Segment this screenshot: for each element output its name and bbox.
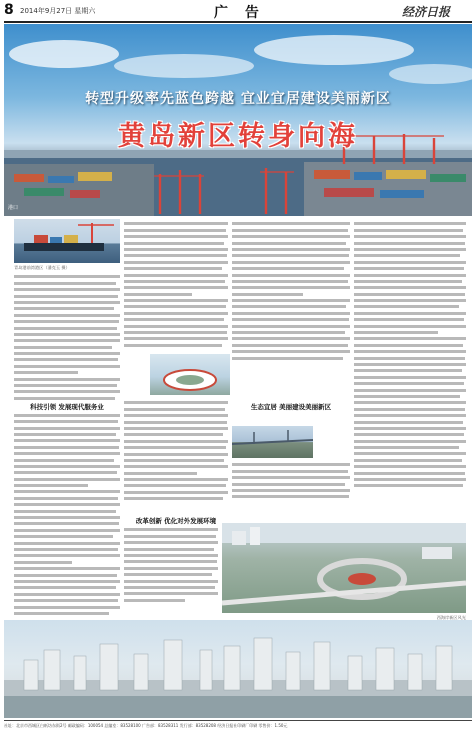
issue-date: 2014年9月27日 星期六 — [20, 7, 96, 15]
hero-subtitle: 转型升级率先蓝色跨越 宜业宜居建设美丽新区 — [85, 91, 391, 107]
subhead-reform: 改革创新 优化对外发展环境 — [135, 517, 217, 525]
hero-banner — [4, 24, 472, 216]
subhead-tech: 科技引领 发展现代服务业 — [30, 402, 104, 411]
article-column-4 — [354, 219, 466, 519]
photo-caption: 青岛港前湾港区（潘克玉 摄） — [14, 265, 70, 270]
article-column-3b — [232, 460, 350, 520]
footer-info: 社址：北京市西城区白纸坊东街2号 邮政编码：100054 总编室：83528100 广告部：83528311 发行部：83528208 经济日报社印刷厂印刷 零售价：1.50元 — [4, 723, 288, 728]
bridge-photo — [232, 426, 313, 458]
page-number: 8 — [4, 2, 14, 18]
section-title: 广 告 — [214, 5, 265, 21]
photo-caption-2: 西海岸新区风光 — [436, 615, 466, 620]
stadium-photo — [150, 354, 230, 395]
article-column-2b — [124, 398, 228, 518]
hero-title: 黄岛新区转身向海 — [118, 121, 358, 152]
skyline-photo — [4, 620, 472, 718]
ship-photo — [14, 219, 120, 263]
masthead-logo: 经济日报 — [402, 5, 451, 19]
header-divider — [4, 21, 472, 23]
subhead-ecology: 生态宜居 美丽建设美丽新区 — [250, 403, 332, 411]
article-column-2 — [124, 219, 228, 427]
article-column-3 — [232, 219, 350, 424]
article-column-2c — [124, 525, 218, 617]
aerial-photo — [222, 523, 466, 613]
hero-credit: 港口 — [8, 205, 19, 211]
